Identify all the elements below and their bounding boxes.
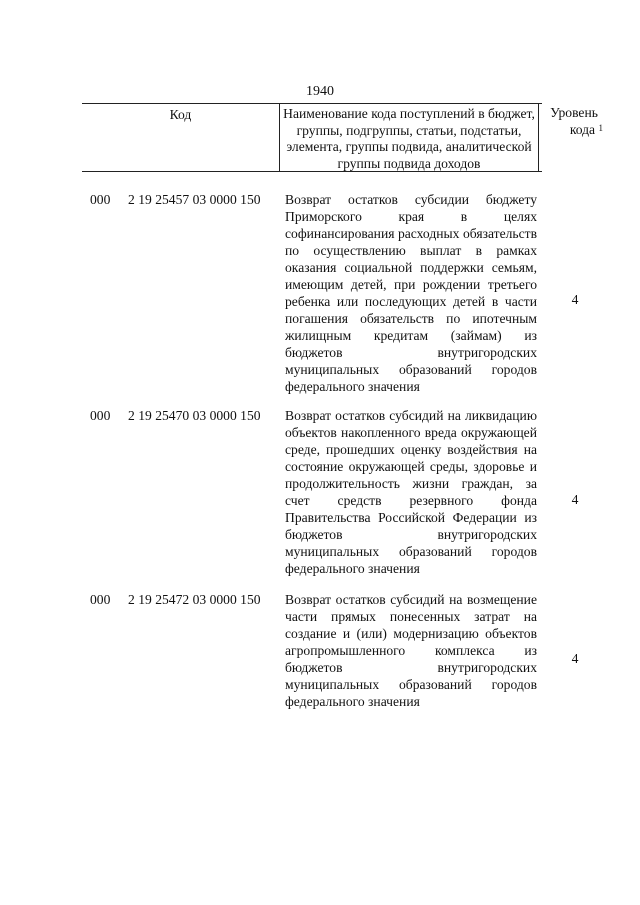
code-level: 4 — [571, 492, 579, 507]
table-header — [82, 103, 542, 172]
code-level: 4 — [571, 651, 579, 666]
income-code: 2 19 25457 03 0000 150 — [128, 192, 261, 207]
header-name: Наименование кода поступлений в бюджет, группы, подгруппы, статьи, подстатьи, элемента, группы подвида, аналитической группы подвида доходов — [280, 104, 539, 171]
page-number: 1940 — [306, 84, 334, 99]
header-level-line2: кода — [569, 121, 596, 137]
income-description: Возврат остатков субсидий на ликвидацию объектов накопленного вреда окружающей среде, прошедших оценку воздействия на состояние окружающей среды, здоровье и продолжительность жизни граждан, за счет средств резервного фонда Правительства Российской Федерации из бюджетов внутригородских муниципальных образований городов федерального значения — [285, 408, 537, 576]
income-description: Возврат остатков субсидии бюджету Приморского края в целях софинансирования расходных обязательств по осуществлению выплат в рамках оказания социальной поддержки семьям, имеющим детей, при рождении третьего ребенка или последующих детей в части погашения обязательств по ипотечным жилищным кредитам (займам) из бюджетов внутригородских муниципальных образований городов федерального значения — [285, 192, 537, 394]
admin-code: 000 — [90, 408, 111, 423]
income-code: 2 19 25472 03 0000 150 — [128, 592, 261, 607]
footnote-marker: 1 — [598, 122, 603, 133]
admin-code: 000 — [90, 592, 111, 607]
admin-code: 000 — [90, 192, 111, 207]
header-level — [541, 105, 607, 138]
header-code: Код — [82, 104, 280, 171]
income-code: 2 19 25470 03 0000 150 — [128, 408, 261, 423]
header-level-line1: Уровень — [550, 105, 598, 120]
income-description: Возврат остатков субсидий на возмещение части прямых понесенных затрат на создание и (или) модернизацию объектов агропромышленного комплекса из бюджетов внутригородских муниципальных образований городов федерального значения — [285, 592, 537, 709]
code-level: 4 — [571, 292, 579, 307]
